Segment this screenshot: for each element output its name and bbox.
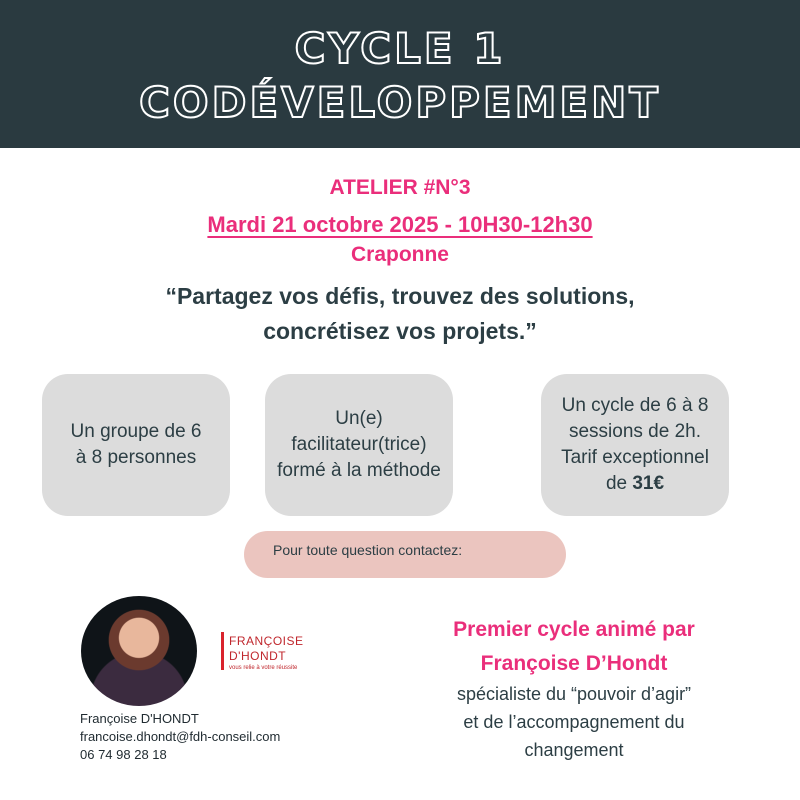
portrait-photo xyxy=(81,596,197,706)
card-group-size xyxy=(42,374,230,516)
logo-tagline: vous relie à votre réussite xyxy=(229,665,298,671)
header-title-line1: CYCLE 1 xyxy=(294,24,506,73)
host-description: changement xyxy=(524,740,624,760)
header-title-line2: CODÉVELOPPEMENT xyxy=(139,78,661,127)
signature-phone[interactable]: 06 74 98 28 18 xyxy=(80,747,167,762)
signature-name: Françoise D'HONDT xyxy=(80,711,199,726)
card-text: de xyxy=(605,473,633,494)
price-value: 31€ xyxy=(632,473,665,494)
host-description: spécialiste du “pouvoir d’agir” xyxy=(456,684,692,704)
host-intro: Premier cycle animé par xyxy=(453,618,695,641)
card-text: Un cycle de 6 à 8 xyxy=(561,395,709,416)
card-text: à 8 personnes xyxy=(75,447,197,468)
logo-text-line2: D'HONDT xyxy=(229,649,287,663)
card-text: Tarif exceptionnel xyxy=(561,447,709,468)
card-text: formé à la méthode xyxy=(277,460,441,481)
card-text: facilitateur(trice) xyxy=(291,434,427,455)
card-price-line xyxy=(561,471,709,497)
quote-line-1: “Partagez vos défis, trouvez des solutions, xyxy=(165,283,635,309)
card-facilitator xyxy=(265,374,453,516)
host-description: et de l’accompagnement du xyxy=(463,712,685,732)
host-name: Françoise D’Hondt xyxy=(480,652,668,675)
contact-label: Pour toute question contactez: xyxy=(273,542,463,558)
event-location: Craponne xyxy=(350,243,449,266)
quote-line-2: concrétisez vos projets.” xyxy=(263,318,537,344)
card-text: sessions de 2h. xyxy=(568,421,702,442)
brand-logo xyxy=(217,626,318,676)
card-text: Un groupe de 6 xyxy=(70,421,202,442)
atelier-title: ATELIER #N°3 xyxy=(329,176,471,199)
header-banner xyxy=(0,0,800,148)
card-text: Un(e) xyxy=(335,408,383,429)
event-date[interactable]: Mardi 21 octobre 2025 - 10H30-12h30 xyxy=(207,212,593,237)
logo-accent-bar xyxy=(221,632,224,670)
card-cycle-price xyxy=(541,374,729,516)
logo-text-line1: FRANÇOISE xyxy=(229,634,304,648)
signature-email[interactable]: francoise.dhondt@fdh-conseil.com xyxy=(80,729,281,744)
contact-banner xyxy=(244,531,566,578)
